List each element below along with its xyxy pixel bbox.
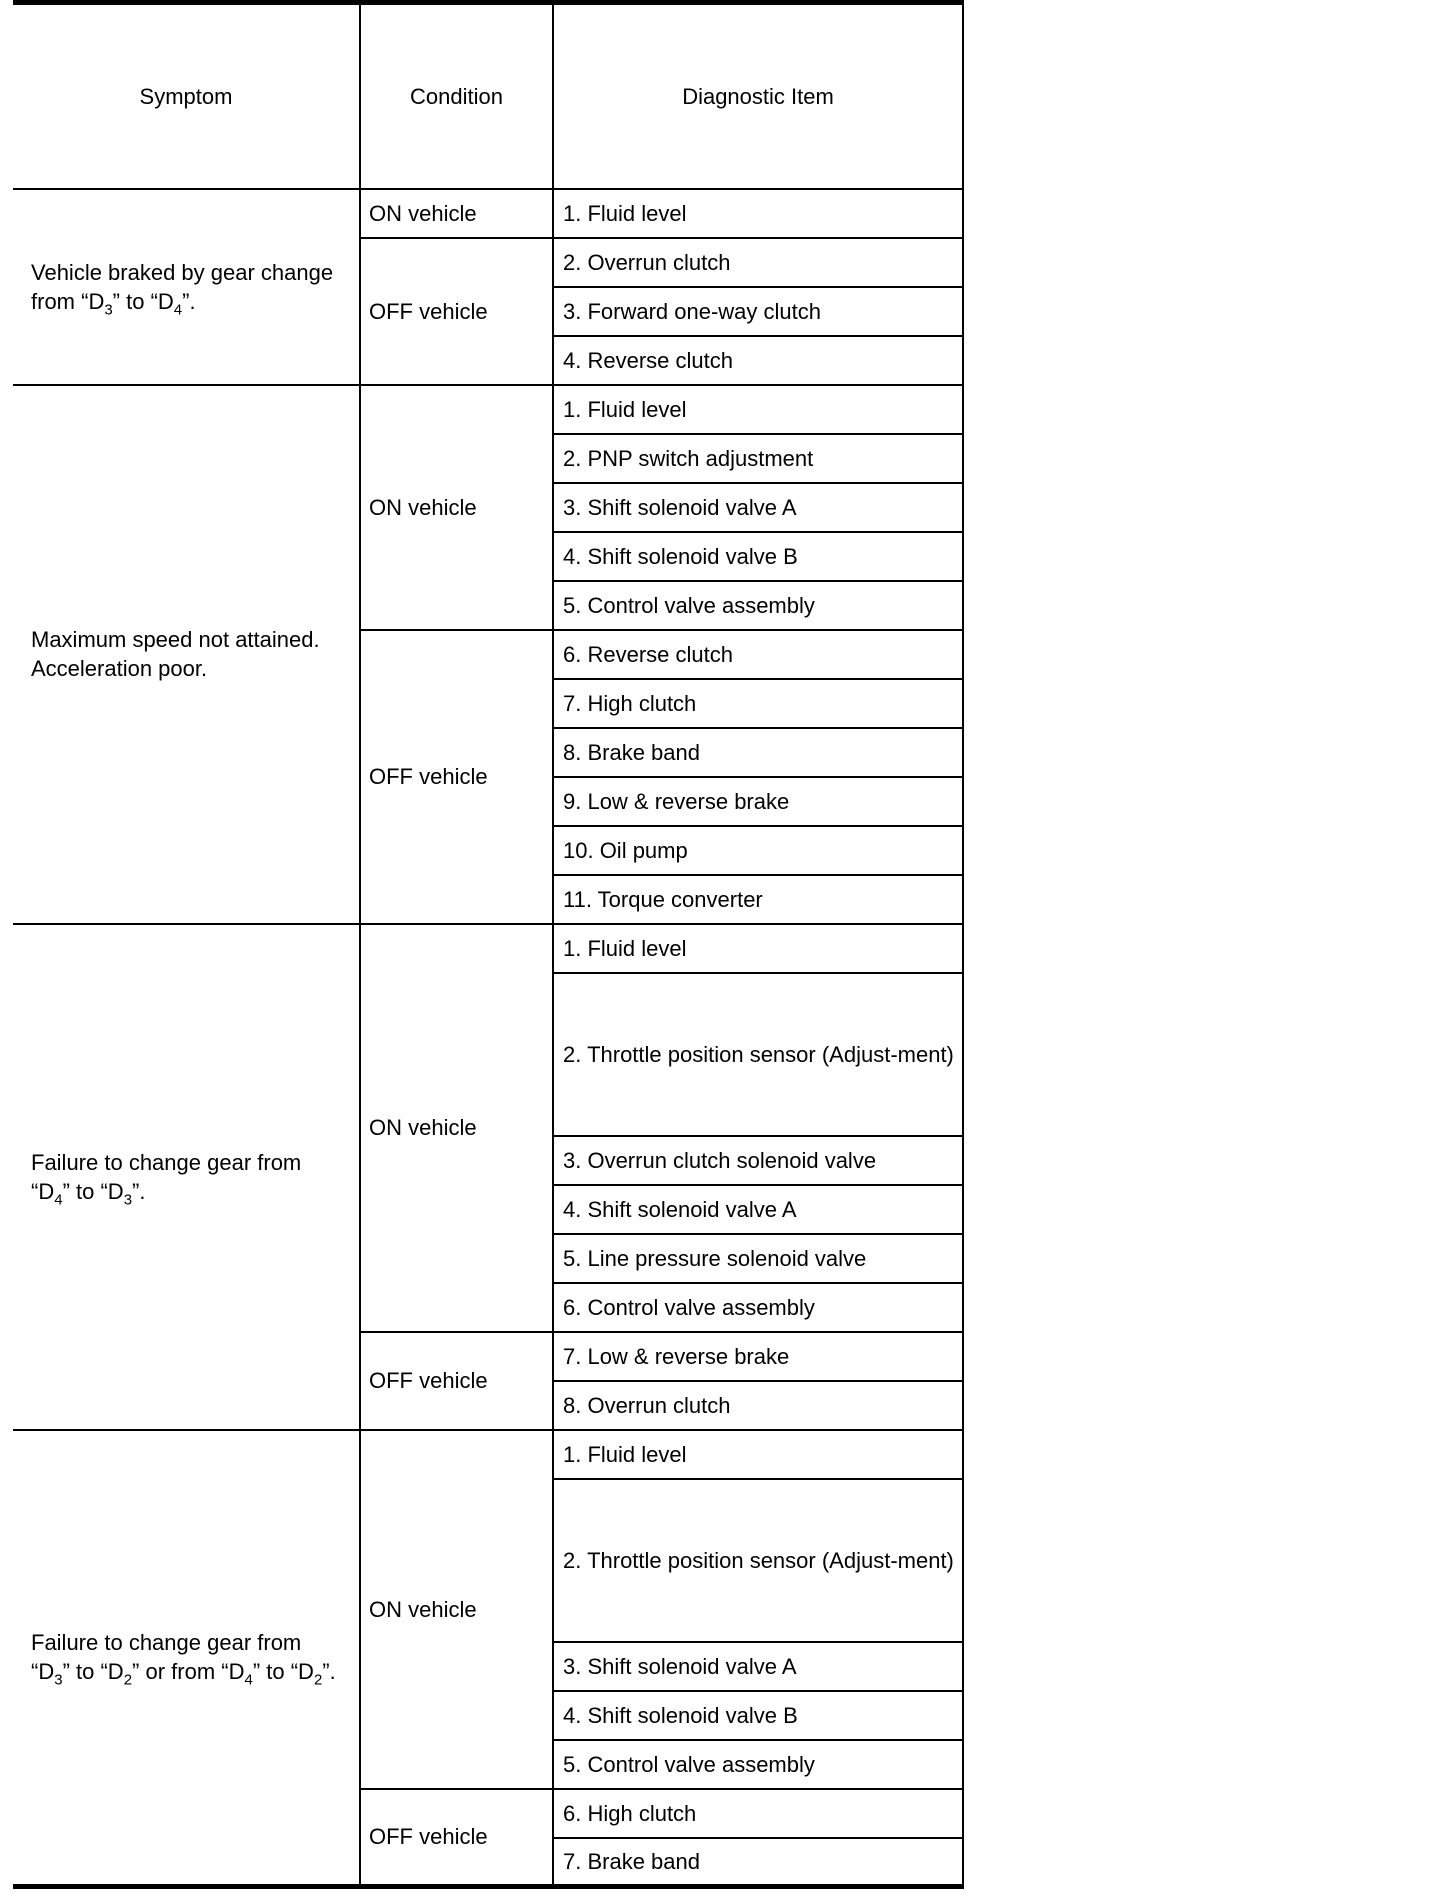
symptom-cell: Vehicle braked by gear change from “$D_3$” to “$D_4$”.: [13, 189, 360, 385]
table-row: [13, 189, 963, 238]
diagnostic-item: 2. PNP switch adjustment: [553, 434, 963, 483]
diagnostic-item: 8. Brake band: [553, 728, 963, 777]
diagnostic-item: 2. Overrun clutch: [553, 238, 963, 287]
diagnostic-item: 3. Shift solenoid valve A: [553, 1642, 963, 1691]
diagnostic-item: 8. Overrun clutch: [553, 1381, 963, 1430]
diagnostic-item: 7. High clutch: [553, 679, 963, 728]
diagnostic-item: 4. Shift solenoid valve B: [553, 532, 963, 581]
diagnostic-table-wrapper: [13, 0, 963, 1889]
table-row: [13, 385, 963, 434]
diagnostic-item: 5. Line pressure solenoid valve: [553, 1234, 963, 1283]
condition-cell: ON vehicle: [360, 385, 553, 630]
diagnostic-item: 9. Low & reverse brake: [553, 777, 963, 826]
header-symptom: Symptom: [13, 3, 360, 189]
diagnostic-item: 4. Shift solenoid valve A: [553, 1185, 963, 1234]
diagnostic-item: 2. Throttle position sensor (Adjust-ment): [553, 1479, 963, 1642]
table-row: [13, 1430, 963, 1479]
diagnostic-item: 10. Oil pump: [553, 826, 963, 875]
diagnostic-item: 1. Fluid level: [553, 189, 963, 238]
diagnostic-item: 6. High clutch: [553, 1789, 963, 1838]
symptom-cell: Failure to change gear from “$D_3$” to “$D_2$” or from “$D_4$” to “$D_2$”.: [13, 1430, 360, 1887]
diagnostic-item: 5. Control valve assembly: [553, 1740, 963, 1789]
diagnostic-item: 11. Torque converter: [553, 875, 963, 924]
diagnostic-item: 1. Fluid level: [553, 924, 963, 973]
diagnostic-item: 1. Fluid level: [553, 385, 963, 434]
symptom-cell: Failure to change gear from “$D_4$” to “$D_3$”.: [13, 924, 360, 1430]
diagnostic-item: 4. Shift solenoid valve B: [553, 1691, 963, 1740]
condition-cell: OFF vehicle: [360, 630, 553, 924]
diagnostic-item: 7. Brake band: [553, 1838, 963, 1887]
diagnostic-item: 3. Overrun clutch solenoid valve: [553, 1136, 963, 1185]
table-row: [13, 924, 963, 973]
diagnostic-item: 6. Control valve assembly: [553, 1283, 963, 1332]
condition-cell: ON vehicle: [360, 1430, 553, 1789]
symptom-cell: Maximum speed not attained. Acceleration poor.: [13, 385, 360, 924]
diagnostic-item: 2. Throttle position sensor (Adjust-ment): [553, 973, 963, 1136]
diagnostic-item: 1. Fluid level: [553, 1430, 963, 1479]
diagnostic-item: 7. Low & reverse brake: [553, 1332, 963, 1381]
diagnostic-item: 6. Reverse clutch: [553, 630, 963, 679]
diagnostic-item: 4. Reverse clutch: [553, 336, 963, 385]
diagnostic-item: 3. Shift solenoid valve A: [553, 483, 963, 532]
diagnostic-item: 5. Control valve assembly: [553, 581, 963, 630]
header-condition: Condition: [360, 3, 553, 189]
header-diagnostic-item: Diagnostic Item: [553, 3, 963, 189]
condition-cell: ON vehicle: [360, 189, 553, 238]
condition-cell: OFF vehicle: [360, 1332, 553, 1430]
condition-cell: OFF vehicle: [360, 238, 553, 385]
condition-cell: OFF vehicle: [360, 1789, 553, 1887]
diagnostic-item: 3. Forward one-way clutch: [553, 287, 963, 336]
condition-cell: ON vehicle: [360, 924, 553, 1332]
diagnostic-table: [13, 0, 964, 1889]
header-row: [13, 3, 963, 189]
